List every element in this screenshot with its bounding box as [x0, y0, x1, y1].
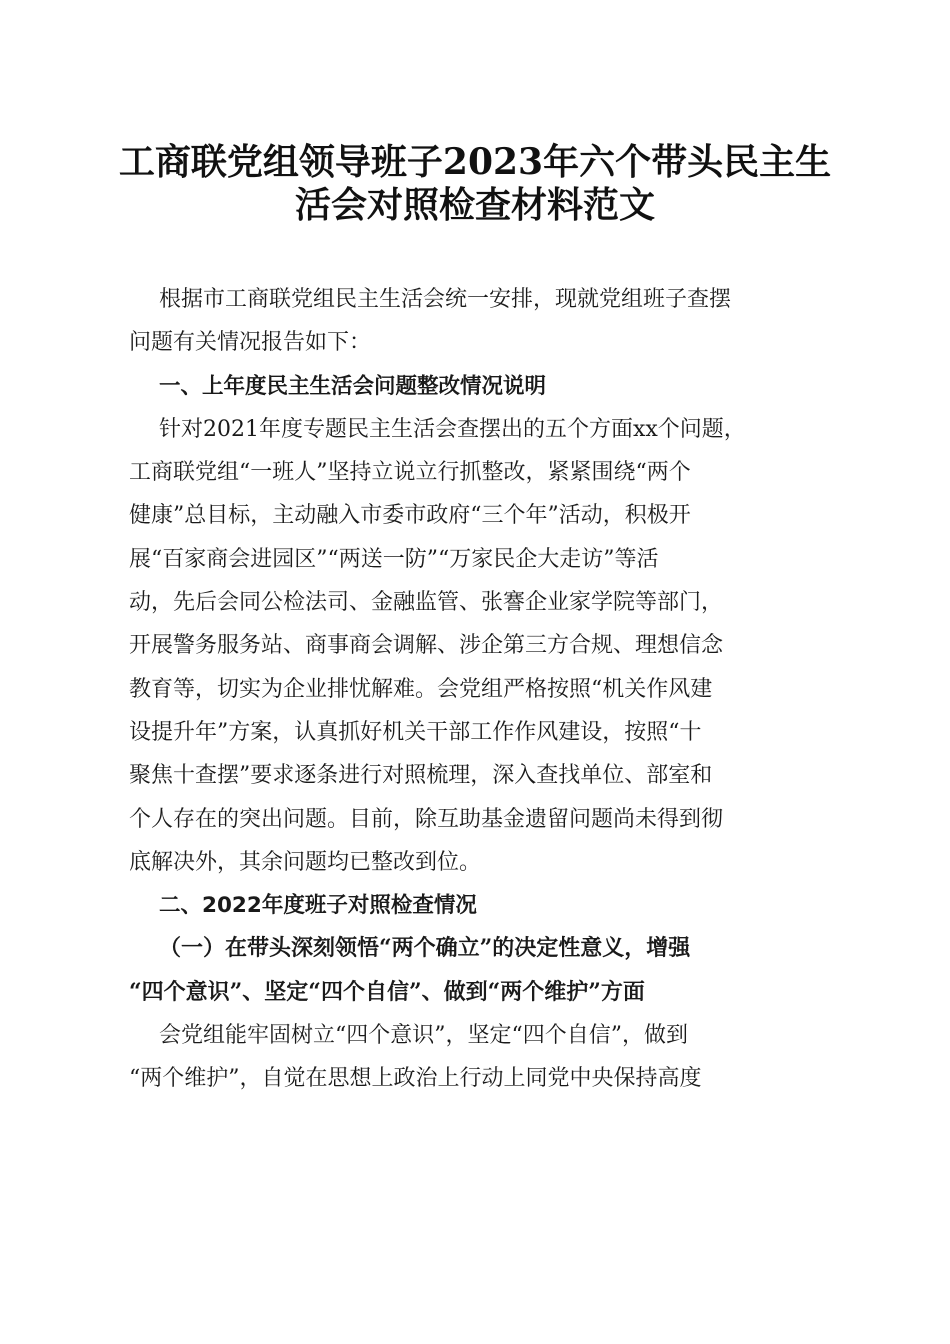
paragraph-line: 底解决外，其余问题均已整改到位。	[129, 849, 482, 875]
section-2-paragraph	[129, 1014, 829, 1101]
intro-paragraph	[129, 278, 829, 365]
document-body	[129, 278, 829, 1101]
paragraph-line: 问题有关情况报告如下：	[129, 330, 372, 356]
section-2-subheading	[129, 927, 829, 1014]
title-line-2: 活会对照检查材料范文	[294, 184, 655, 227]
title-line-1: 工商联党组领导班子2023年六个带头民主生	[118, 141, 832, 183]
paragraph-line: “两个维护”，自觉在思想上政治上行动上同党中央保持高度	[129, 1066, 702, 1092]
paragraph-line: 动，先后会同公检法司、金融监管、张謇企业家学院等部门，	[129, 590, 724, 616]
paragraph-line: 会党组能牢固树立“四个意识”，坚定“四个自信”，做到	[159, 1023, 688, 1049]
paragraph-line: 个人存在的突出问题。目前，除互助基金遗留问题尚未得到彻	[129, 806, 724, 832]
paragraph-line: 设提升年”方案，认真抓好机关干部工作作风建设，按照“十	[129, 719, 702, 745]
document-title	[90, 138, 860, 225]
paragraph-line: 开展警务服务站、商事商会调解、涉企第三方合规、理想信念	[129, 633, 724, 659]
paragraph-line: 聚焦十查摆”要求逐条进行对照梳理，深入查找单位、部室和	[129, 763, 713, 789]
paragraph-line: 健康”总目标，主动融入市委市政府“三个年”活动，积极开	[129, 503, 691, 529]
paragraph-line: 教育等，切实为企业排忧解难。会党组严格按照“机关作风建	[129, 676, 713, 702]
subheading-line: “四个意识”、坚定“四个自信”、做到“两个维护”方面	[129, 978, 645, 1005]
subheading-line: （一）在带头深刻领悟“两个确立”的决定性意义，增强	[159, 935, 691, 962]
section-2-heading: 二、2022年度班子对照检查情况	[159, 893, 477, 919]
paragraph-line: 针对2021年度专题民主生活会查摆出的五个方面xx个问题，	[159, 416, 746, 442]
paragraph-line: 展“百家商会进园区”“两送一防”“万家民企大走访”等活	[129, 546, 659, 572]
section-1-heading: 一、上年度民主生活会问题整改情况说明	[159, 373, 547, 399]
paragraph-line: 工商联党组“一班人”坚持立说立行抓整改，紧紧围绕“两个	[129, 460, 691, 486]
paragraph-line: 根据市工商联党组民主生活会统一安排，现就党组班子查摆	[159, 287, 732, 312]
section-1-paragraph	[129, 408, 829, 884]
